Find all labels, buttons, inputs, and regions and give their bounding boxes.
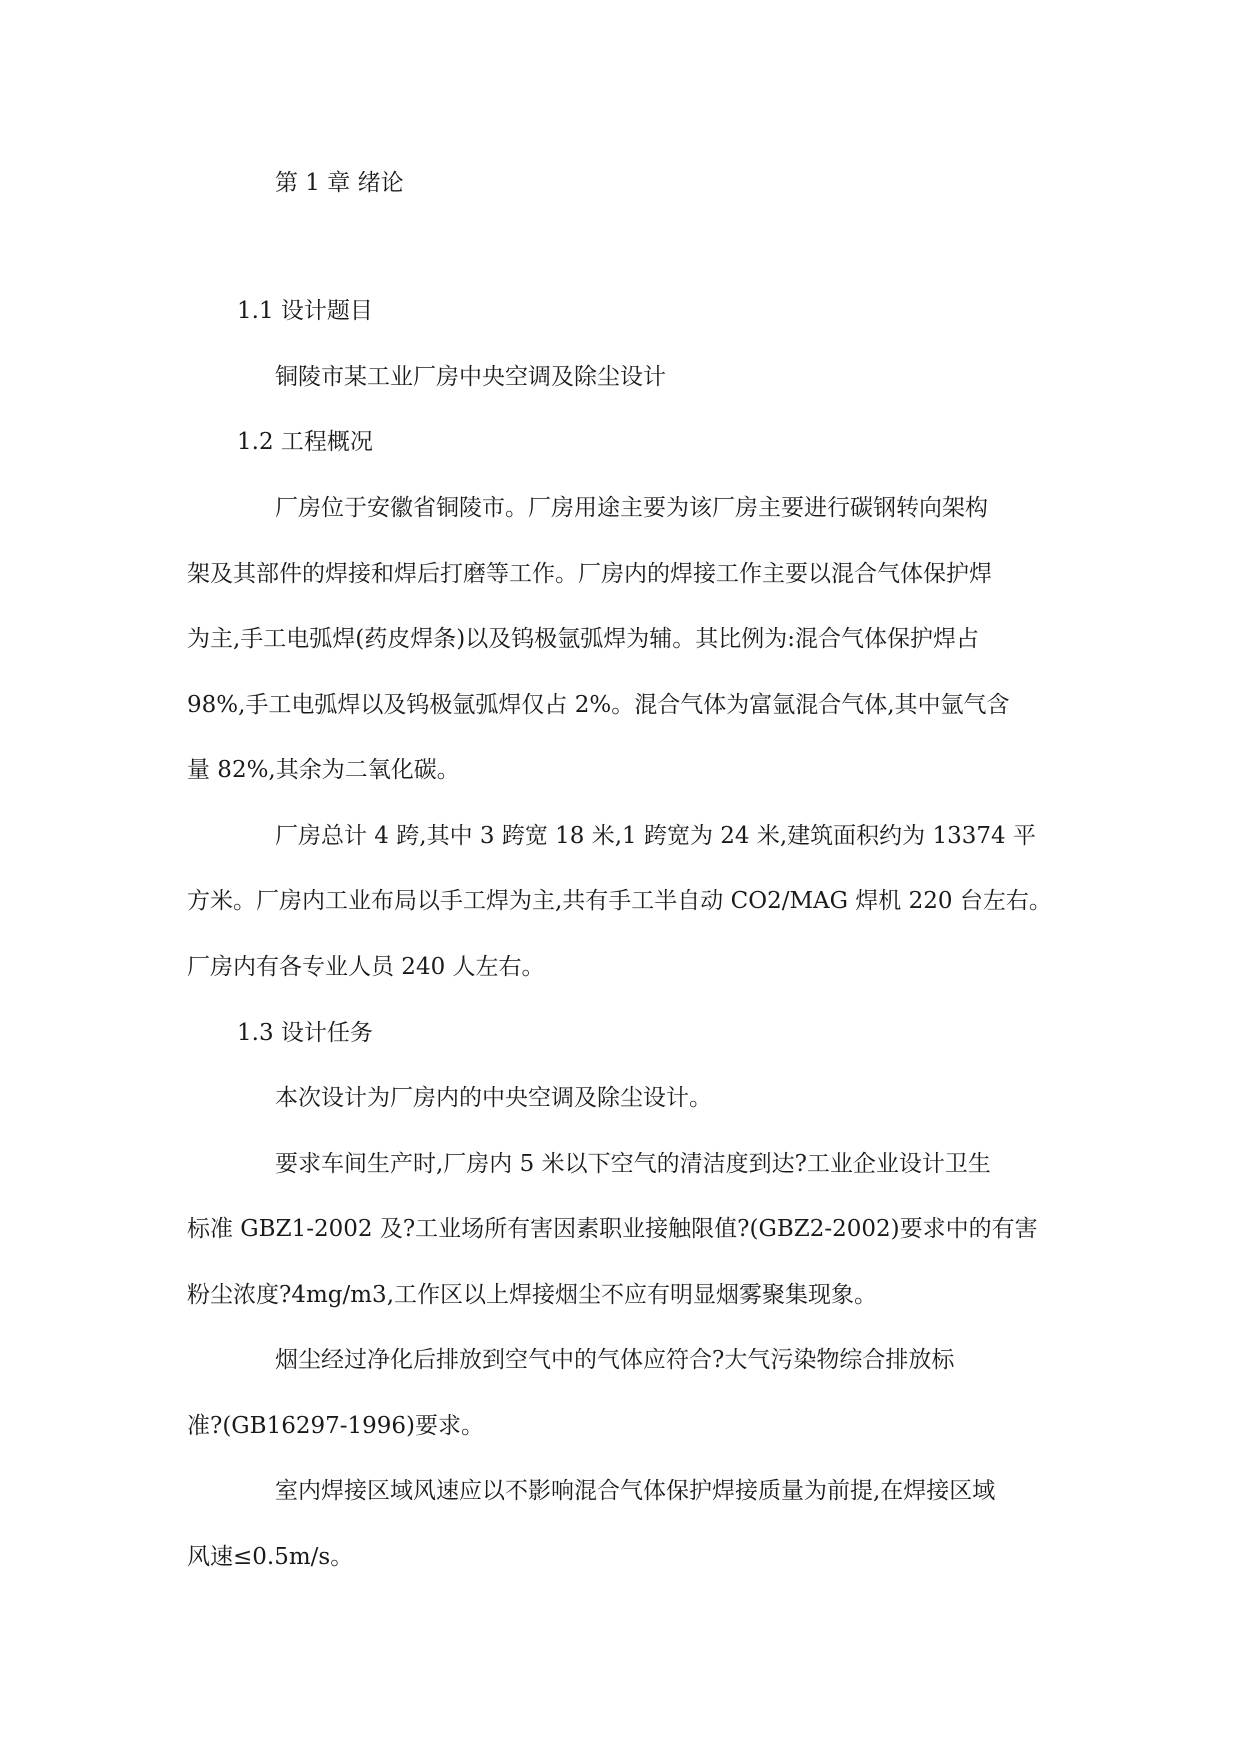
paragraph-line: 为主,手工电弧焊(药皮焊条)以及钨极氩弧焊为辅。其比例为:混合气体保护焊占 [187,626,980,652]
paragraph-line: 厂房内有各专业人员 240 人左右。 [187,954,545,980]
paragraph-line: 本次设计为厂房内的中央空调及除尘设计。 [275,1085,712,1111]
paragraph-line: 准?(GB16297-1996)要求。 [187,1413,485,1439]
paragraph-line: 室内焊接区域风速应以不影响混合气体保护焊接质量为前提,在焊接区域 [275,1478,996,1504]
paragraph-line: 98%,手工电弧焊以及钨极氩弧焊仅占 2%。混合气体为富氩混合气体,其中氩气含 [187,692,1010,718]
design-topic-text: 铜陵市某工业厂房中央空调及除尘设计 [275,364,666,390]
paragraph-line: 要求车间生产时,厂房内 5 米以下空气的清洁度到达?工业企业设计卫生 [275,1151,991,1177]
paragraph-line: 厂房位于安徽省铜陵市。厂房用途主要为该厂房主要进行碳钢转向架构 [275,495,988,521]
paragraph-line: 粉尘浓度?4mg/m3,工作区以上焊接烟尘不应有明显烟雾聚集现象。 [187,1282,877,1308]
section-heading-1-2: 1.2 工程概况 [237,429,373,455]
paragraph-line: 烟尘经过净化后排放到空气中的气体应符合?大气污染物综合排放标 [275,1347,955,1373]
paragraph-line: 厂房总计 4 跨,其中 3 跨宽 18 米,1 跨宽为 24 米,建筑面积约为 13374 平 [275,823,1036,849]
section-heading-1-3: 1.3 设计任务 [237,1020,373,1046]
chapter-title: 第 1 章 绪论 [275,170,404,196]
paragraph-line: 架及其部件的焊接和焊后打磨等工作。厂房内的焊接工作主要以混合气体保护焊 [187,561,992,587]
paragraph-line: 量 82%,其余为二氧化碳。 [187,757,460,783]
section-heading-1-1: 1.1 设计题目 [237,298,373,324]
paragraph-line: 标准 GBZ1-2002 及?工业场所有害因素职业接触限值?(GBZ2-2002)要求中的有害 [187,1216,1038,1242]
paragraph-line: 风速≤0.5m/s。 [187,1544,354,1570]
paragraph-line: 方米。厂房内工业布局以手工焊为主,共有手工半自动 CO2/MAG 焊机 220 台左右。 [187,888,1052,914]
